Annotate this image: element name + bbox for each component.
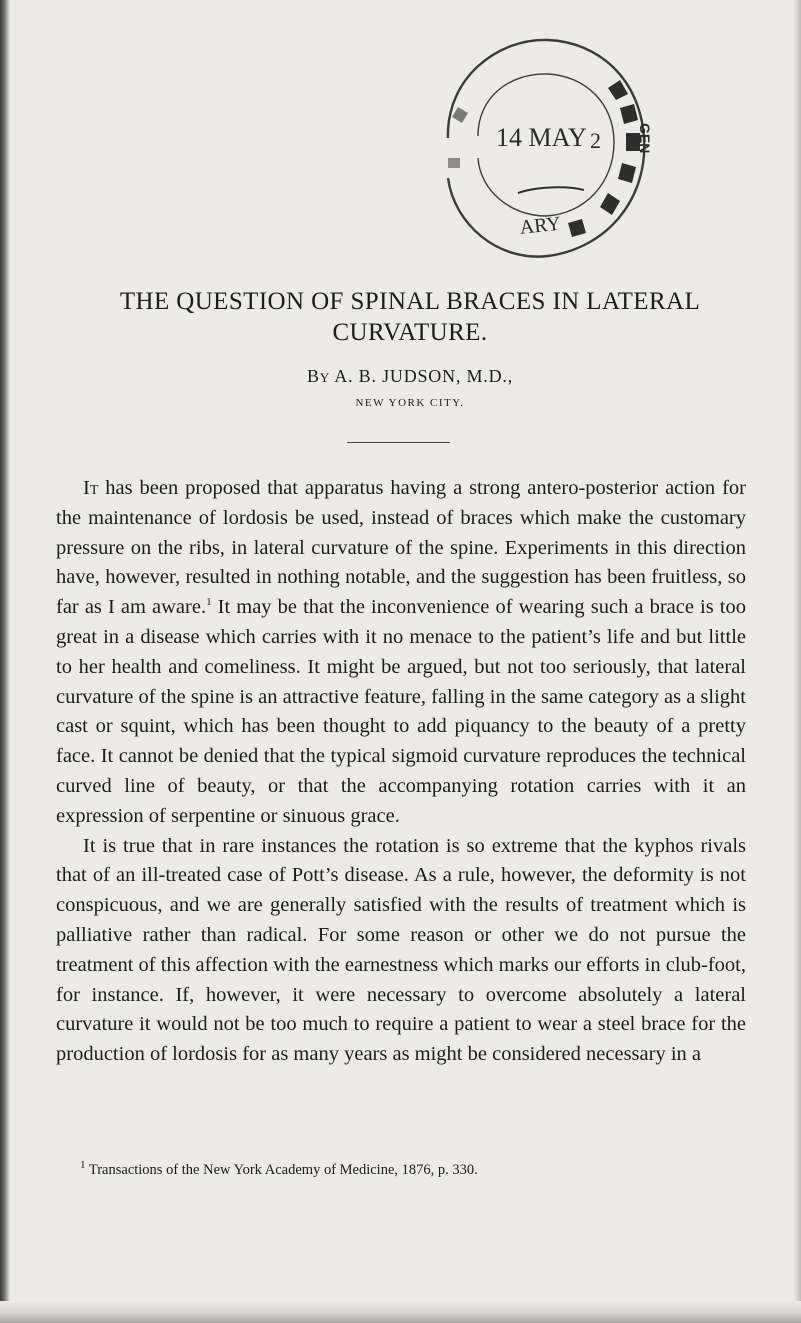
author-affiliation: NEW YORK CITY. <box>355 397 465 409</box>
library-stamp <box>408 18 658 278</box>
title-line-2: CURVATURE. <box>332 319 488 346</box>
article-title <box>60 286 760 348</box>
footnote-marker: 1 <box>80 1159 86 1172</box>
byline <box>60 366 760 387</box>
page-right-edge <box>793 0 801 1323</box>
paragraph-1 <box>56 474 746 832</box>
footnote-text: Transactions of the New York Academy of Medicine, 1876, p. 330. <box>88 1162 478 1178</box>
footnote <box>80 1159 760 1179</box>
paragraph-1-text-a: has been proposed that apparatus having a strong antero-posterior action for the maintenance of lordosis be used, instead of braces which make the customary pressure on the ribs, in lateral curvature of the spine. Experiments in this direction have, however, resulted in nothing notable, and the suggestion has been fruitless, so far as I am aware. <box>56 477 746 619</box>
footnote-reference[interactable]: 1 <box>206 596 212 609</box>
paragraph-1-opening: It <box>83 477 99 499</box>
stamp-date: 14 MAY <box>496 123 587 152</box>
paragraph-2: It is true that in rare instances the rotation is so extreme that the kyphos rivals that of an ill-treated case of Pott’s disease. As a rule, however, the deformity is not conspicuous, and we are generally satisfied with the results of treatment which is palliative rather than radical. For some reason or other we do not pursue the treatment of this affection with the earnestness which marks our efforts in club-foot, for instance. If, however, it were necessary to overcome absolutely a lateral curvature it would not be too much to require a patient to wear a steel brace for the production of lordosis for as many years as might be considered necessary in a <box>56 834 746 1066</box>
paragraph-1-text-b: It may be that the inconvenience of wearing such a brace is too great in a disease which carries with it no menace to the patient’s life and but little to her health and comeliness. It might be argued, but not too seriously, that lateral curvature of the spine is an attractive feature, falling in the same category as a slight cast or squint, which has been thought to add piquancy to the beauty of a pretty face. It cannot be denied that the typical sigmoid curvature reproduces the technical curved line of beauty, or that the accompanying rotation carries with it an expression of serpentine or sinuous grace. <box>56 596 746 827</box>
author-name: A. B. JUDSON, M.D., <box>334 366 514 386</box>
stamp-mark-right: GEN <box>637 123 653 154</box>
title-line-1: THE QUESTION OF SPINAL BRACES IN LATERAL <box>119 288 701 315</box>
page-bottom-edge <box>0 1301 801 1323</box>
article-body <box>56 474 746 1070</box>
stamp-mark-bottom: ARY <box>518 212 562 239</box>
section-divider <box>347 442 450 443</box>
byline-prefix: By <box>306 366 330 386</box>
stamp-day-number: 2 <box>590 128 601 153</box>
page-binding-edge <box>0 0 10 1323</box>
